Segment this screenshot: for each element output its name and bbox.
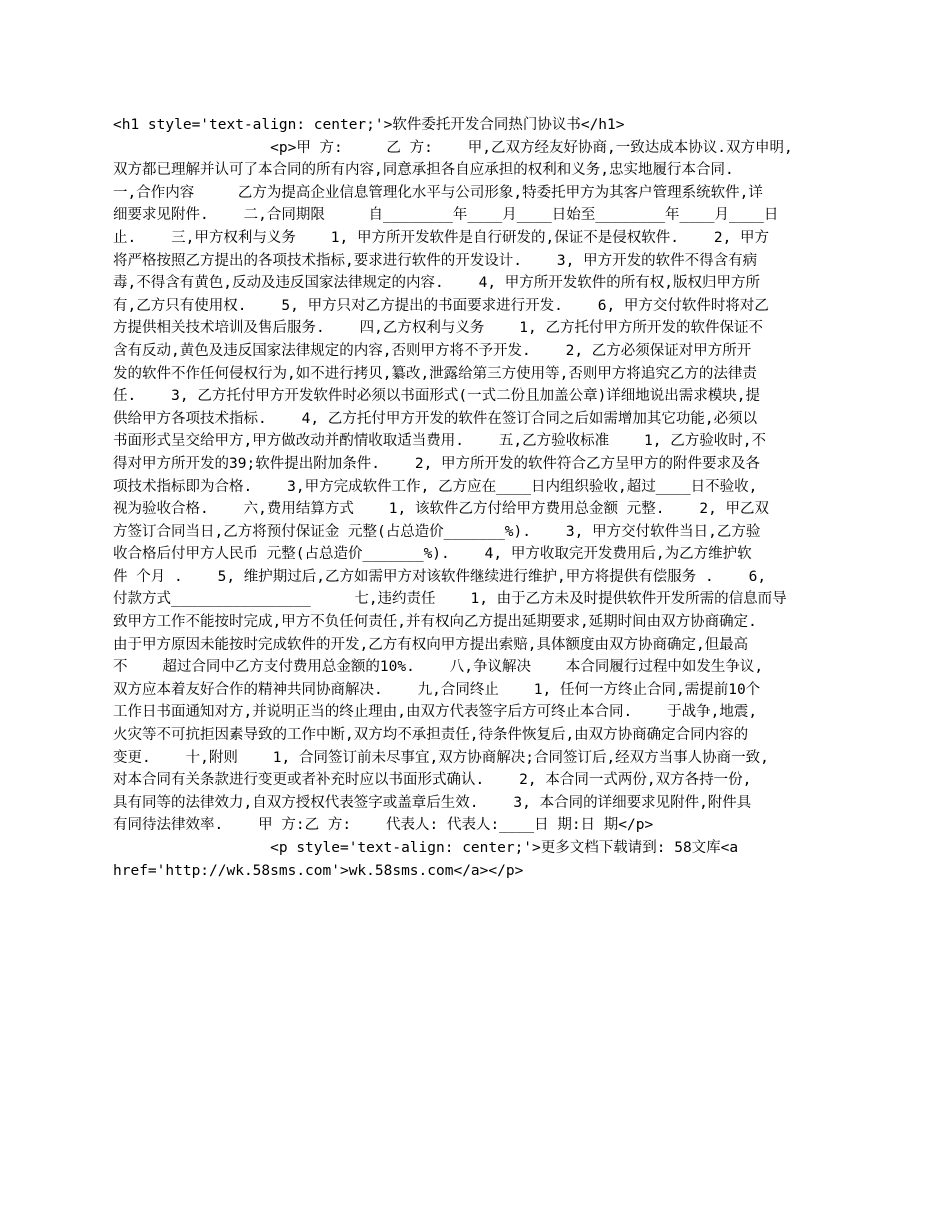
text-line: 任. 3, 乙方托付甲方开发软件时必须以书面形式(一式二份且加盖公章)详细地说出需求模块,提 [113, 388, 761, 405]
text-line-heading: <h1 style='text-align: center;'>软件委托开发合同热门协议书</h1> [113, 117, 625, 133]
text-line: 火灾等不可抗拒因素导致的工作中断,双方均不承担责任,待条件恢复后,由双方协商确定合同内容的 [113, 727, 749, 744]
text-line: 得对甲方所开发的39;软件提出附加条件. 2, 甲方所开发的软件符合乙方呈甲方的附件要求及各 [113, 455, 761, 472]
text-line: 双方都已理解并认可了本合同的所有内容,同意承担各自应承担的权利和义务,忠实地履行本合同. [113, 162, 734, 179]
text-line: 将严格按照乙方提出的各项技术指标,要求进行软件的开发设计. 3, 甲方开发的软件不得含有病 [113, 252, 758, 269]
text-line: 工作日书面通知对方,并说明正当的终止理由,由双方代表签字后方可终止本合同. 于战争,地震, [113, 704, 758, 721]
text-line: 具有同等的法律效力,自双方授权代表签字或盖章后生效. 3, 本合同的详细要求见附件,附件具 [113, 794, 752, 811]
text-line: 由于甲方原因未能按时完成软件的开发,乙方有权向甲方提出索赔,具体额度由双方协商确定,但最高 [113, 636, 749, 653]
text-line: 供给甲方各项技术指标. 4, 乙方托付甲方开发的软件在签订合同之后如需增加其它功能,必须以 [113, 410, 758, 427]
text-line: <p>甲 方: 乙 方: 甲,乙双方经友好协商,一致达成本协议.双方申明, [113, 139, 793, 156]
text-line: 一,合作内容 乙方为提高企业信息管理化水平与公司形象,特委托甲方为其客户管理系统软件,详 [113, 184, 763, 201]
text-line: 变更. 十,附则 1, 合同签订前未尽事宜,双方协商解决;合同签订后,经双方当事人协商一致, [113, 749, 769, 766]
text-line: 书面形式呈交给甲方,甲方做改动并酌情收取适当费用. 五,乙方验收标准 1, 乙方验收时,不 [113, 433, 766, 450]
document-body [113, 114, 840, 882]
text-line: 收合格后付甲方人民币 元整(占总造价_______%). 4, 甲方收取完开发费用后,为乙方维护软 [113, 546, 752, 563]
text-line: 有,乙方只有使用权. 5, 甲方只对乙方提出的书面要求进行开发. 6, 甲方交付软件时将对乙 [113, 297, 769, 314]
text-line: 方提供相关技术培训及售后服务. 四,乙方权利与义务 1, 乙方托付甲方所开发的软件保证不 [113, 320, 763, 337]
text-line-footer: <p style='text-align: center;'>更多文档下载请到: 58文库<a [113, 840, 739, 856]
text-line: 双方应本着友好合作的精神共同协商解决. 九,合同终止 1, 任何一方终止合同,需提前10个 [113, 681, 761, 698]
text-line: 毒,不得含有黄色,反动及违反国家法律规定的内容. 4, 甲方所开发软件的所有权,版权归甲方所 [113, 275, 761, 292]
text-line: 有同待法律效率. 甲 方:乙 方: 代表人: 代表人:____日 期:日 期</p> [113, 817, 654, 834]
text-line: 视为验收合格. 六,费用结算方式 1, 该软件乙方付给甲方费用总金额 元整. 2, 甲乙双 [113, 501, 770, 518]
text-line: 付款方式________________ 七,违约责任 1, 由于乙方未及时提供软件开发所需的信息而导 [113, 591, 787, 608]
text-line: 含有反动,黄色及违反国家法律规定的内容,否则甲方将不予开发. 2, 乙方必须保证对甲方所开 [113, 342, 752, 359]
text-line: 致甲方工作不能按时完成,甲方不负任何责任,并有权向乙方提出延期要求,延期时间由双方协商确定. [113, 614, 757, 631]
text-line: 发的软件不作任何侵权行为,如不进行拷贝,纂改,泄露给第三方使用等,否则甲方将追究乙方的法律责 [113, 365, 757, 382]
text-line: 细要求见附件. 二,合同期限 自________年____月____日始至________年____月____日 [113, 207, 779, 224]
text-line: 对本合同有关条款进行变更或者补充时应以书面形式确认. 2, 本合同一式两份,双方各持一份, [113, 772, 752, 789]
text-line: 项技术指标即为合格. 3,甲方完成软件工作, 乙方应在____日内组织验收,超过____日不验收, [113, 478, 758, 495]
text-line: 方签订合同当日,乙方将预付保证金 元整(占总造价_______%). 3, 甲方交付软件当日,乙方验 [113, 523, 761, 540]
text-line-footer-link: href='http://wk.58sms.com'>wk.58sms.com</a></p> [113, 862, 524, 879]
text-line: 不 超过合同中乙方支付费用总金额的10%. 八,争议解决 本合同履行过程中如发生争议, [113, 659, 764, 676]
text-line: 止. 三,甲方权利与义务 1, 甲方所开发软件是自行研发的,保证不是侵权软件. 2, 甲方 [113, 229, 770, 246]
text-line: 件 个月 . 5, 维护期过后,乙方如需甲方对该软件继续进行维护,甲方将提供有偿服务 . 6, [113, 568, 767, 585]
